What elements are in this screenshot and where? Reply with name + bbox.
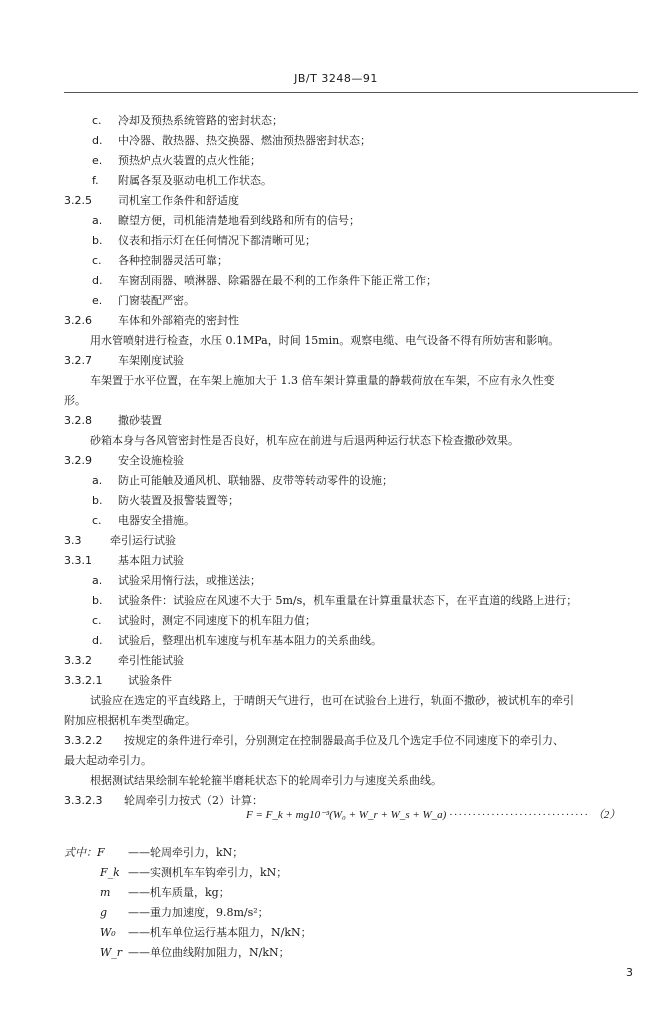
line-label: 3.3.2.2 <box>64 734 103 747</box>
line-text: 中冷器、散热器、热交换器、燃油预热器密封状态； <box>118 134 371 147</box>
line-text: 试验采用惰行法，或推送法； <box>118 574 261 587</box>
line-text: 预热炉点火装置的点火性能； <box>118 154 261 167</box>
line-text: 轮周牵引力按式（2）计算： <box>124 794 263 807</box>
line-text: 车架置于水平位置，在车架上施加大于 1.3 倍车架计算重量的静载荷放在车架，不应有永久性变 <box>90 374 555 387</box>
line-text: 形。 <box>64 394 86 407</box>
line-label: 3.2.7 <box>64 354 92 367</box>
line-text: 牵引性能试验 <box>118 654 184 667</box>
line-text: 试验应在选定的平直线路上，于晴朗天气进行，也可在试验台上进行，轨面不撒砂，被试机车的牵引 <box>90 694 574 707</box>
line-label: c. <box>92 614 102 627</box>
line-text: 用水管喷射进行检查，水压 0.1MPa，时间 15min。观察电缆、电气设备不得有所妨害和影响。 <box>90 334 560 347</box>
line-text: 电器安全措施。 <box>118 514 195 527</box>
standard-header: JB/T 3248—91 <box>294 72 378 85</box>
line-label: e. <box>92 154 103 167</box>
variable-definition: ——重力加速度，9.8m/s²； <box>128 906 269 919</box>
line-label: c. <box>92 114 102 127</box>
line-text: 根据测试结果绘制车轮轮箍半磨耗状态下的轮周牵引力与速度关系曲线。 <box>90 774 442 787</box>
line-text: 砂箱本身与各风管密封性是否良好，机车应在前进与后退两种运行状态下检查撒砂效果。 <box>90 434 519 447</box>
line-text: 各种控制器灵活可靠； <box>118 254 228 267</box>
formula-2 <box>246 806 620 822</box>
variable-symbol: m <box>100 886 111 899</box>
line-label: 3.3.2.3 <box>64 794 103 807</box>
line-label: 3.3 <box>64 534 82 547</box>
line-text: 车窗刮雨器、喷淋器、除霜器在最不利的工作条件下能正常工作； <box>118 274 437 287</box>
line-label: d. <box>92 634 103 647</box>
line-text: 防火装置及报警装置等； <box>118 494 239 507</box>
line-label: b. <box>92 494 103 507</box>
line-label: d. <box>92 274 103 287</box>
line-text: 撒砂装置 <box>118 414 162 427</box>
header-rule <box>64 92 638 93</box>
page-number: 3 <box>626 966 633 979</box>
line-text: 安全设施检验 <box>118 454 184 467</box>
line-label: a. <box>92 214 103 227</box>
line-text: 试验后，整理出机车速度与机车基本阻力的关系曲线。 <box>118 634 382 647</box>
line-label: 3.2.8 <box>64 414 92 427</box>
variable-definition: ——机车单位运行基本阻力，N/kN； <box>128 926 312 939</box>
line-label: 3.2.9 <box>64 454 92 467</box>
line-label: c. <box>92 514 102 527</box>
line-text: 附属各泵及驱动电机工作状态。 <box>118 174 272 187</box>
line-label: f. <box>92 174 99 187</box>
variable-symbol: 式中：F <box>64 846 105 859</box>
variable-symbol: F_k <box>100 866 120 879</box>
variable-definition: ——实测机车车钩牵引力，kN； <box>128 866 288 879</box>
line-text: 瞭望方便，司机能清楚地看到线路和所有的信号； <box>118 214 360 227</box>
line-text: 按规定的条件进行牵引，分别测定在控制器最高手位及几个选定手位不同速度下的牵引力、 <box>124 734 564 747</box>
line-text: 附加应根据机车类型确定。 <box>64 714 196 727</box>
line-text: 试验条件：试验应在风速不大于 5m/s，机车重量在计算重量状态下，在平直道的线路上进行； <box>118 594 578 607</box>
line-text: 门窗装配严密。 <box>118 294 195 307</box>
variable-definition: ——轮周牵引力，kN； <box>128 846 244 859</box>
line-text: 牵引运行试验 <box>110 534 176 547</box>
line-text: 防止可能触及通风机、联轴器、皮带等转动零件的设施； <box>118 474 393 487</box>
line-text: 冷却及预热系统管路的密封状态； <box>118 114 283 127</box>
variable-symbol: W₀ <box>100 926 116 939</box>
line-label: 3.3.2.1 <box>64 674 103 687</box>
line-label: b. <box>92 594 103 607</box>
line-label: b. <box>92 234 103 247</box>
variable-definition: ——机车质量，kg； <box>128 886 230 899</box>
line-label: 3.3.1 <box>64 554 92 567</box>
line-label: a. <box>92 474 103 487</box>
line-label: 3.3.2 <box>64 654 92 667</box>
line-label: 3.2.5 <box>64 194 92 207</box>
line-text: 试验时，测定不同速度下的机车阻力值； <box>118 614 316 627</box>
line-text: 最大起动牵引力。 <box>64 754 152 767</box>
line-text: 试验条件 <box>128 674 172 687</box>
variable-definition: ——单位曲线附加阻力，N/kN； <box>128 946 290 959</box>
formula-leader: ······························ <box>449 809 593 821</box>
line-text: 司机室工作条件和舒适度 <box>118 194 239 207</box>
formula-expression: F = F_k + mg10⁻³(W₀ + W_r + W_s + W_a) <box>246 809 447 821</box>
line-text: 车架刚度试验 <box>118 354 184 367</box>
line-label: e. <box>92 294 103 307</box>
line-label: 3.2.6 <box>64 314 92 327</box>
line-label: d. <box>92 134 103 147</box>
line-text: 基本阻力试验 <box>118 554 184 567</box>
variable-symbol: g <box>100 906 108 919</box>
line-label: a. <box>92 574 103 587</box>
line-text: 仪表和指示灯在任何情况下都清晰可见； <box>118 234 316 247</box>
line-text: 车体和外部箱壳的密封性 <box>118 314 239 327</box>
variable-symbol: W_r <box>100 946 123 959</box>
line-label: c. <box>92 254 102 267</box>
formula-number: （2） <box>592 809 621 821</box>
